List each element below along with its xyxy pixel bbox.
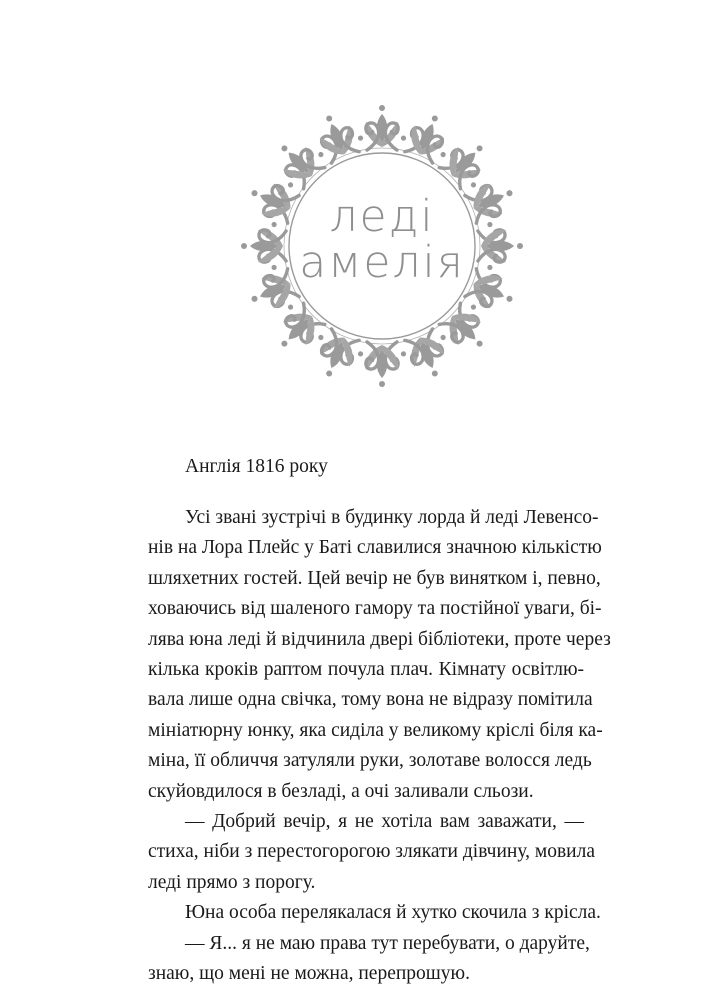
text-line: — Добрий вечір, я не хотіла вам заважати, —	[185, 811, 584, 833]
text-line: Юна особа перелякалася й хутко скочила з крісла.	[185, 902, 601, 924]
text-line: стиха, ніби з перестогорогою злякати дівчину, мовила	[148, 841, 596, 863]
body-text	[148, 503, 611, 990]
text-line: знаю, що мені не можна, перепрошую.	[148, 963, 470, 985]
text-line: мініатюрну юнку, яка сиділа у великому кріслі біля ка-	[148, 719, 603, 741]
text-line: шляхетних гостей. Цей вечір не був винятком і, певно,	[148, 567, 601, 589]
text-line: — Я... я не маю права тут перебувати, о даруйте,	[185, 932, 590, 954]
chapter-title-line-1: леді	[329, 191, 435, 242]
text-line: ховаючись від шаленого гамору та постійної уваги, бі-	[148, 598, 602, 620]
chapter-title-line-2: амелія	[299, 237, 465, 288]
text-line: скуйовдилося в безладі, а очі заливали сльози.	[148, 780, 534, 802]
text-line: нів на Лора Плейс у Баті славилися значною кількістю	[148, 537, 602, 559]
text-line: кілька кроків раптом почула плач. Кімнату освітлю-	[148, 659, 584, 681]
text-line: леді прямо з порогу.	[148, 871, 316, 893]
text-line: лява юна леді й відчинила двері бібліотеки, проте через	[148, 628, 611, 650]
text-line: міна, її обличчя затуляли руки, золотаве волосся ледь	[148, 750, 592, 772]
place-date-heading: Англія 1816 року	[185, 456, 328, 477]
text-line: Усі звані зустрічі в будинку лорда й леді Левенсо-	[185, 507, 599, 528]
text-line: вала лише одна свічка, тому вона не відразу помітила	[148, 689, 593, 711]
